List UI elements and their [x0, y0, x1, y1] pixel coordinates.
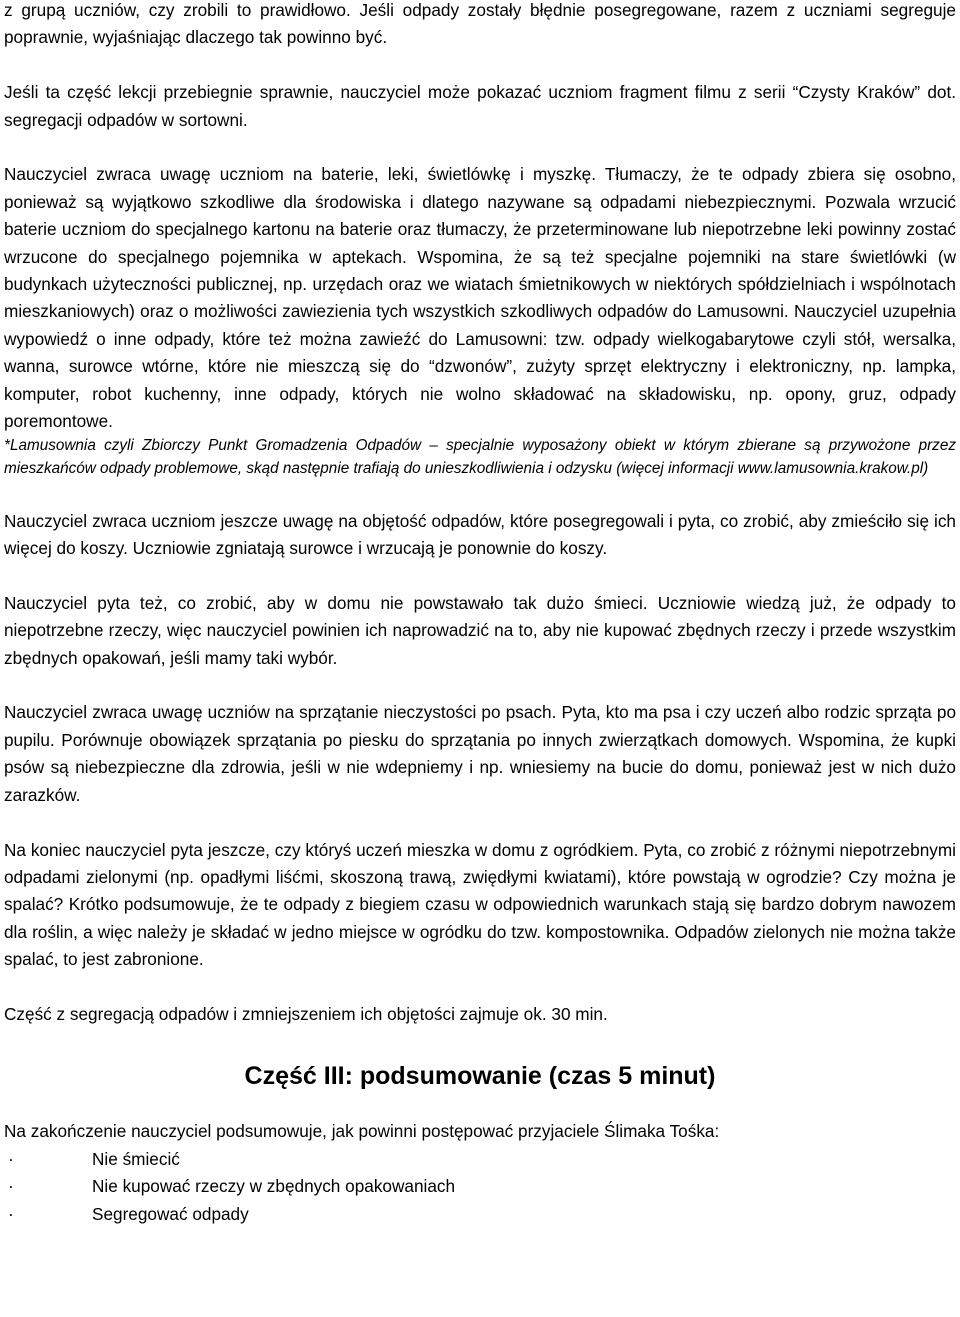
section-heading: Część III: podsumowanie (czas 5 minut): [244, 1062, 716, 1091]
paragraph-hazardous-waste: Nauczyciel zwraca uwagę uczniom na baterie, leki, świetlówkę i myszkę. Tłumaczy, że te odpady zbiera się osobno, ponieważ są wyjątkowo szkodliwe dla środowiska i dlatego nazywane są odpadami niebezpiecznymi. Pozwala wrzucić baterie uczniom do specjalnego kartonu na baterie oraz tłumaczy, że przeterminowane lub niepotrzebne leki powinny zostać wrzucone do specjalnego pojemnika w aptekach. Wspomina, że są też specjalne pojemniki na stare świetlówki (w budynkach użyteczności publicznej, np. urzędach oraz we wiatach śmietnikowych w niektórych spółdzielniach i wspólnotach mieszkaniowych) oraz o możliwości zawiezienia tych wszystkich szkodliwych odpadów do Lamusowni. Nauczyciel uzupełnia wypowiedź o inne odpady, które też można zawieźć do Lamusowni: tzw. odpady wielkogabarytowe czyli stół, wersalka, wanna, surowce wtórne, które nie mieszczą się do “dzwonów”, zużyty sprzęt elektryczny i elektroniczny, np. lampka, komputer, robot kuchenny, inne odpady, których nie wolno składować na składowisku, np. opony, gruz, odpady poremontowe.: [4, 164, 956, 432]
paragraph-volume: Nauczyciel zwraca uczniom jeszcze uwagę na objętość odpadów, które posegregowali i pyta, co zrobić, aby zmieściło się ich więcej do koszy. Uczniowie zgniatają surowce i wrzucają je ponownie do koszy.: [4, 510, 956, 559]
list-item: [4, 1146, 956, 1173]
summary-intro: Na zakończenie nauczyciel podsumowuje, jak powinni postępować przyjaciele Ślimaka Tośka:: [4, 1121, 720, 1142]
list-item-text: Nie kupować rzeczy w zbędnych opakowaniach: [92, 1176, 456, 1197]
paragraph-film: Jeśli ta część lekcji przebiegnie sprawnie, nauczyciel może pokazać uczniom fragment filmu z serii “Czysty Kraków” dot. segregacji odpadów w sortowni.: [4, 82, 956, 130]
footnote-lamusownia: *Lamusownia czyli Zbiorczy Punkt Gromadzenia Odpadów – specjalnie wyposażony obiekt w którym zbierane są przywożone przez mieszkańców odpady problemowe, skąd następnie trafiają do unieszkodliwienia i odzysku (więcej informacji www.lamusownia.krakow.pl): [4, 437, 956, 477]
paragraph-dog-waste: Nauczyciel zwraca uwagę uczniów na sprzątanie nieczystości po psach. Pyta, kto ma psa i czy uczeń albo rodzic sprząta po pupilu. Porównuje obowiązek sprzątania po piesku do sprzątania po innych zwierzątkach domowych. Wspomina, że kupki psów są niebezpieczne dla zdrowia, jeśli w nie wdepniemy i np. wniesiemy na bucie do domu, ponieważ jest w nich dużo zarazków.: [4, 702, 956, 805]
paragraph-segregation-check: z grupą uczniów, czy zrobili to prawidłowo. Jeśli odpady zostały błędnie posegregowane, razem z uczniami segreguje poprawnie, wyjaśniając dlaczego tak powinno być.: [4, 0, 956, 48]
paragraph-less-waste: Nauczyciel pyta też, co zrobić, aby w domu nie powstawało tak dużo śmieci. Uczniowie wiedzą już, że odpady to niepotrzebne rzeczy, więc nauczyciel powinien ich naprowadzić na to, aby nie kupować zbędnych rzeczy i przede wszystkim zbędnych opakowań, jeśli mamy taki wybór.: [4, 592, 956, 668]
summary-list: [4, 1146, 956, 1228]
list-item: [4, 1201, 956, 1228]
bullet-marker: ·: [8, 1203, 14, 1224]
bullet-marker: ·: [8, 1148, 14, 1169]
paragraph-duration: Część z segregacją odpadów i zmniejszeniem ich objętości zajmuje ok. 30 min.: [4, 1003, 608, 1024]
list-item-text: Nie śmiecić: [92, 1148, 180, 1169]
bullet-marker: ·: [8, 1176, 14, 1197]
document-page: [4, 0, 956, 1228]
list-item: [4, 1173, 956, 1200]
list-item-text: Segregować odpady: [92, 1203, 249, 1224]
paragraph-green-waste: Na koniec nauczyciel pyta jeszcze, czy któryś uczeń mieszka w domu z ogródkiem. Pyta, co zrobić z różnymi niepotrzebnymi odpadami zielonymi (np. opadłymi liśćmi, skoszoną trawą, zwiędłymi kwiatami), które powstają w ogrodzie? Czy można je spalać? Krótko podsumowuje, że te odpady z biegiem czasu w odpowiednich warunkach stają się bardzo dobrym nawozem dla roślin, a więc należy je składać w jedno miejsce w ogródku do tzw. kompostownika. Odpadów zielonych nie można także spalać, to jest zabronione.: [4, 839, 956, 970]
